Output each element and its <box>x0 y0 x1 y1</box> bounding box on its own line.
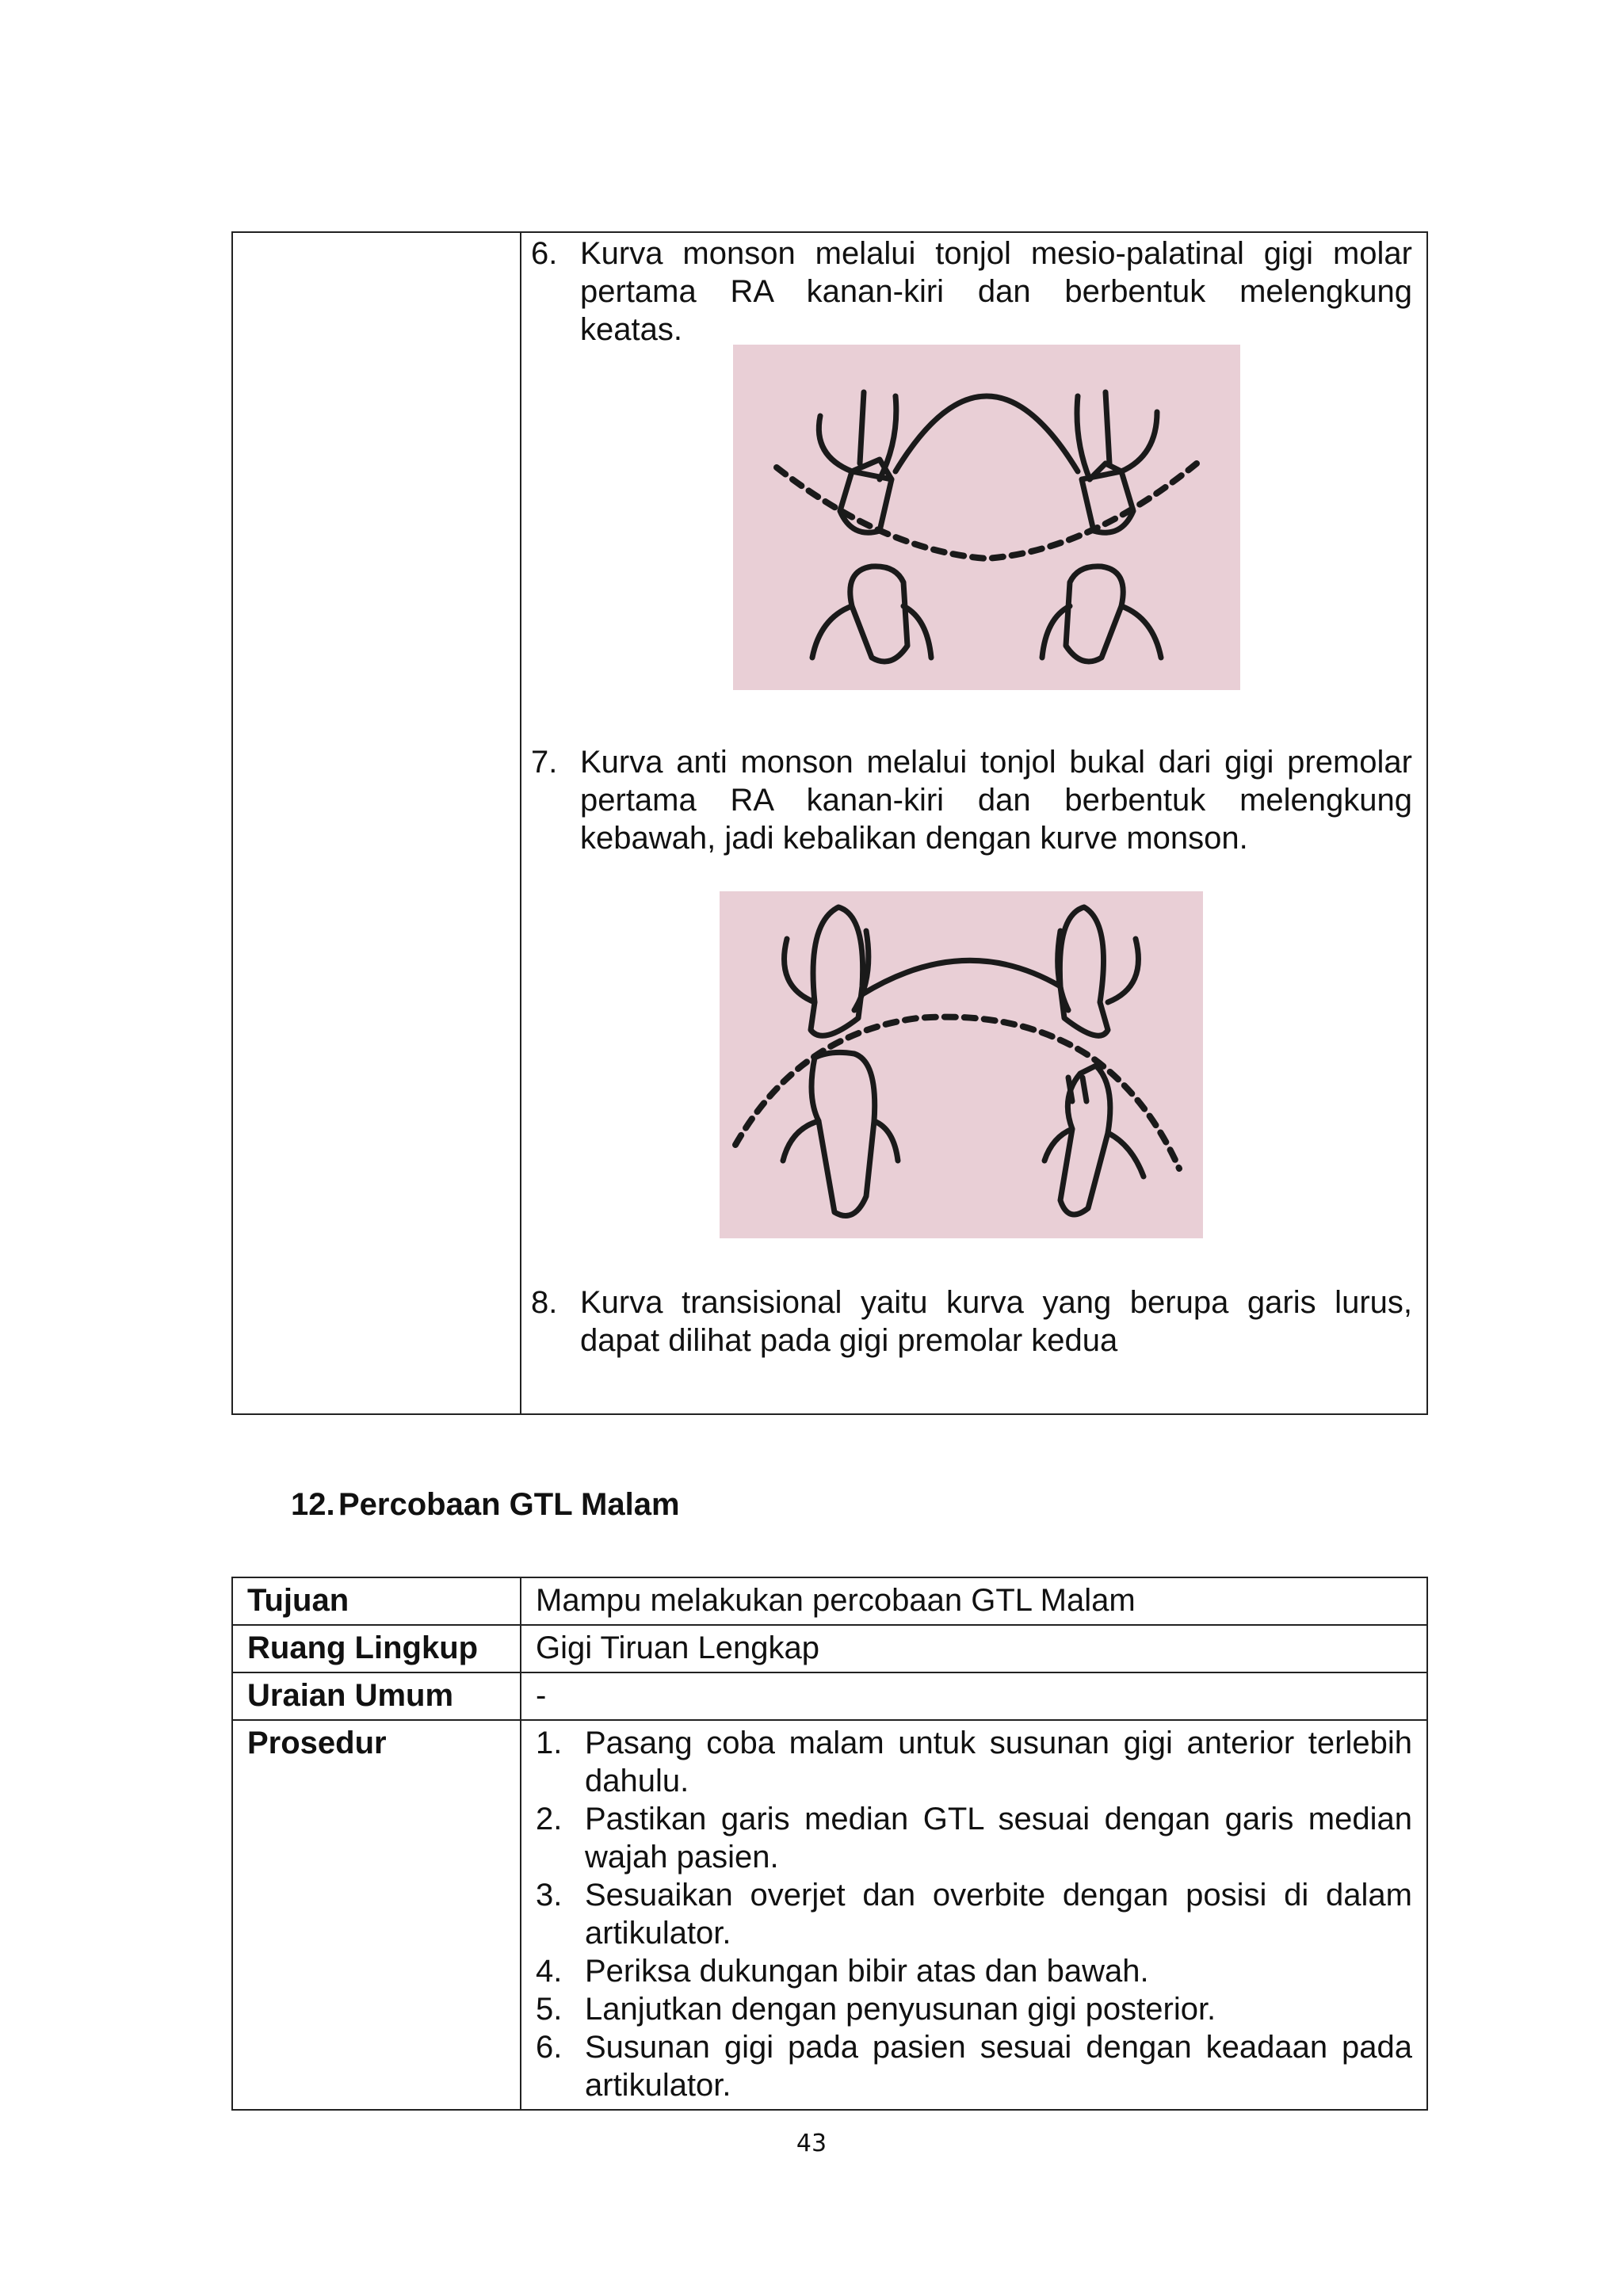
item-text-line: kebawah, jadi kebalikan dengan kurve monson. <box>580 821 1248 856</box>
row-label: Ruang Lingkup <box>232 1625 521 1672</box>
row-label: Uraian Umum <box>232 1672 521 1720</box>
procedure-cell <box>521 1720 1427 2110</box>
table-row <box>232 1720 1427 2110</box>
procedure-step: 4. Periksa dukungan bibir atas dan bawah. <box>536 1954 1149 1989</box>
anti-monson-curve-figure <box>720 891 1203 1238</box>
item-text-line: Kurva monson melalui tonjol mesio-palatinal gigi molar <box>580 236 1412 271</box>
item-text-line: Kurva transisional yaitu kurva yang berupa garis lurus, <box>580 1285 1412 1320</box>
item-text-line: dapat dilihat pada gigi premolar kedua <box>580 1323 1118 1358</box>
section-title: Percobaan GTL Malam <box>338 1487 680 1522</box>
item-text-line: pertama RA kanan-kiri dan berbentuk melengkung <box>580 274 1412 309</box>
item-number: 6. <box>531 236 558 271</box>
procedure-step: 3. Sesuaikan overjet dan overbite dengan posisi di dalam artikulator. <box>536 1878 1412 1951</box>
section-heading <box>291 1487 680 1523</box>
section-number: 12. <box>291 1487 335 1522</box>
procedure-list <box>536 1724 1412 2104</box>
row-value: - <box>521 1672 1427 1720</box>
procedure-step: 1. Pasang coba malam untuk susunan gigi anterior terlebih dahulu. <box>536 1726 1412 1798</box>
item-text-line: Kurva anti monson melalui tonjol bukal dari gigi premolar <box>580 745 1412 780</box>
table-column-divider <box>520 233 521 1413</box>
table-row <box>232 1672 1427 1720</box>
monson-curve-figure <box>733 345 1240 690</box>
item-number: 7. <box>531 745 558 780</box>
row-value: Gigi Tiruan Lengkap <box>521 1625 1427 1672</box>
row-label: Prosedur <box>232 1720 521 2110</box>
row-label: Tujuan <box>232 1577 521 1625</box>
table-row <box>232 1577 1427 1625</box>
table-row <box>232 1625 1427 1672</box>
item-text-line: keatas. <box>580 312 682 347</box>
item-text-line: pertama RA kanan-kiri dan berbentuk melengkung <box>580 783 1412 818</box>
row-value: Mampu melakukan percobaan GTL Malam <box>521 1577 1427 1625</box>
procedure-step: 2. Pastikan garis median GTL sesuai dengan garis median wajah pasien. <box>536 1802 1412 1875</box>
item-number: 8. <box>531 1285 558 1320</box>
monson-curve-illustration-icon <box>733 345 1240 690</box>
procedure-step: 5. Lanjutkan dengan penyusunan gigi posterior. <box>536 1992 1216 2027</box>
anti-monson-curve-illustration-icon <box>720 891 1203 1238</box>
procedure-step: 6. Susunan gigi pada pasien sesuai dengan keadaan pada artikulator. <box>536 2030 1412 2103</box>
procedure-table <box>231 1577 1428 2111</box>
page-number: 43 <box>796 2130 827 2157</box>
